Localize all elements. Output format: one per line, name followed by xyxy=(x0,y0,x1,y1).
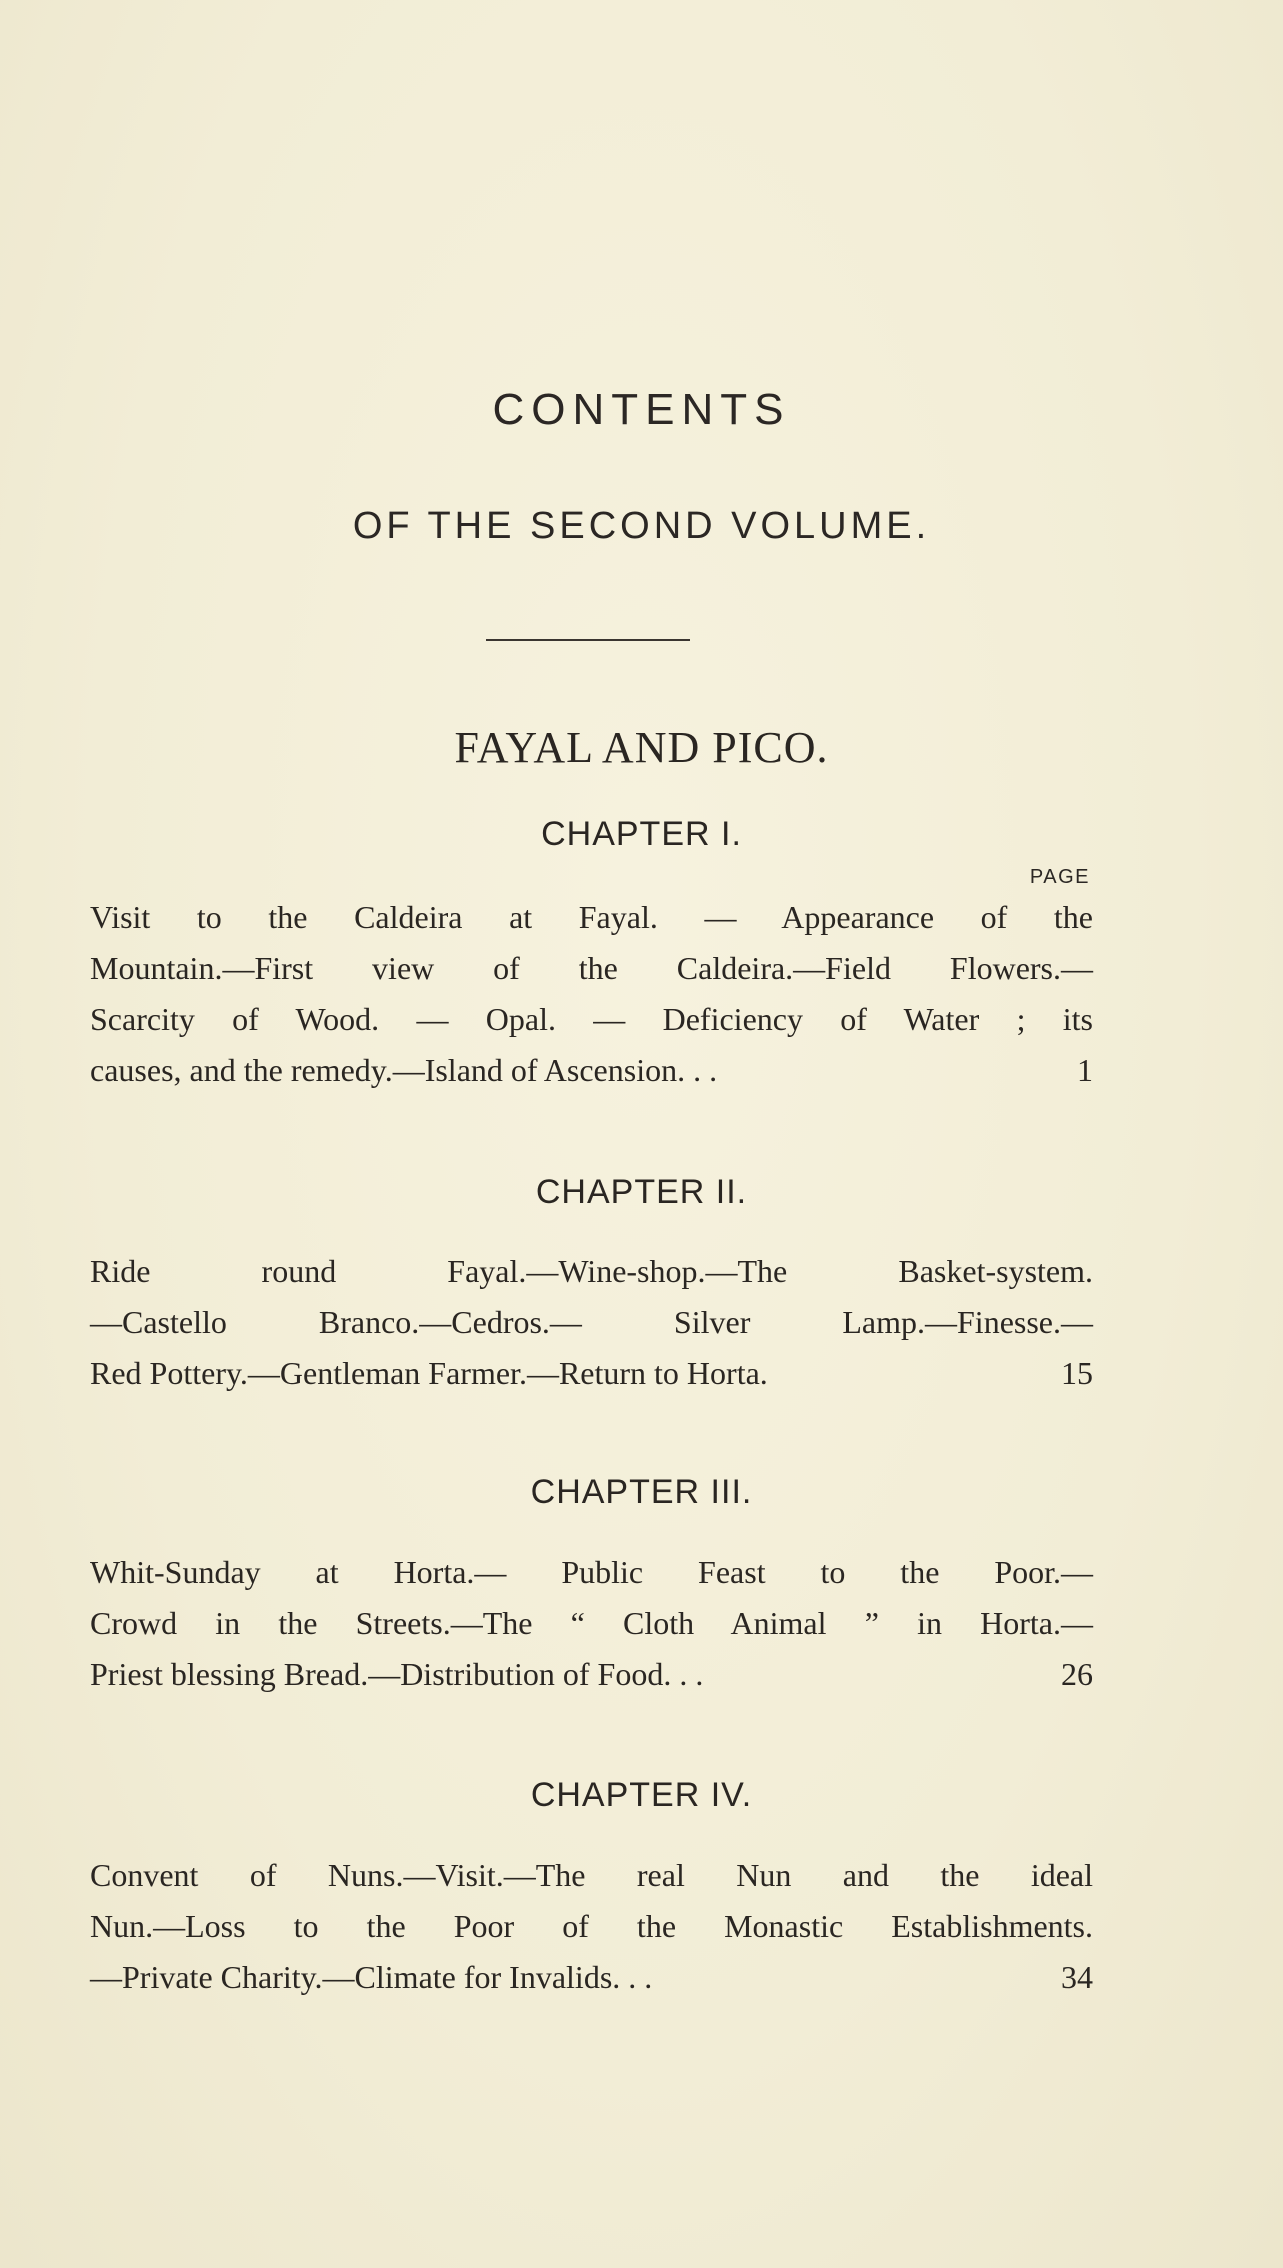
summary-line: Nun.—Loss to the Poor of the Monastic Establishments. xyxy=(90,1908,1093,1944)
chapter-heading-1: CHAPTER I. xyxy=(541,815,742,853)
summary-line: Mountain.—First view of the Caldeira.—Field Flowers.— xyxy=(90,950,1093,986)
page-column-label: PAGE xyxy=(1029,866,1090,888)
summary-line: Scarcity of Wood. — Opal. — Deficiency of Water ; its xyxy=(90,1001,1093,1037)
chapter-heading-2: CHAPTER II. xyxy=(535,1173,748,1211)
chapter-summary-1 xyxy=(90,892,1093,1096)
summary-line-last xyxy=(90,1348,1093,1399)
summary-line: Convent of Nuns.—Visit.—The real Nun and the ideal xyxy=(90,1857,1093,1893)
chapter-summary-3 xyxy=(90,1547,1093,1700)
chapter-heading-4: CHAPTER IV. xyxy=(530,1776,753,1814)
summary-line-text: Priest blessing Bread.—Distribution of Food. . . xyxy=(90,1656,704,1692)
summary-line-last xyxy=(90,1045,1093,1096)
contents-subtitle: OF THE SECOND VOLUME. xyxy=(352,505,931,547)
summary-line-text: —Private Charity.—Climate for Invalids. . . xyxy=(90,1959,653,1995)
horizontal-rule xyxy=(486,639,690,641)
summary-line-text: causes, and the remedy.—Island of Ascension. . . xyxy=(90,1052,718,1088)
contents-title: CONTENTS xyxy=(492,385,791,434)
page-number: 15 xyxy=(1061,1355,1093,1391)
summary-line: Crowd in the Streets.—The “ Cloth Animal ” in Horta.— xyxy=(90,1605,1093,1641)
summary-line-text: Red Pottery.—Gentleman Farmer.—Return to Horta. xyxy=(90,1355,768,1391)
page-number: 1 xyxy=(1077,1052,1093,1088)
chapter-heading-3: CHAPTER III. xyxy=(530,1473,753,1511)
section-title: FAYAL AND PICO. xyxy=(454,723,829,772)
chapter-summary-2 xyxy=(90,1246,1093,1399)
summary-line: Visit to the Caldeira at Fayal. — Appearance of the xyxy=(90,899,1093,935)
summary-line-last xyxy=(90,1952,1093,2003)
summary-line-last xyxy=(90,1649,1093,1700)
page-number: 26 xyxy=(1061,1656,1093,1692)
summary-line: Ride round Fayal.—Wine-shop.—The Basket-system. xyxy=(90,1253,1093,1289)
summary-line: —Castello Branco.—Cedros.— Silver Lamp.—Finesse.— xyxy=(90,1304,1093,1340)
chapter-summary-4 xyxy=(90,1850,1093,2003)
summary-line: Whit-Sunday at Horta.— Public Feast to the Poor.— xyxy=(90,1554,1093,1590)
page-number: 34 xyxy=(1061,1959,1093,1995)
